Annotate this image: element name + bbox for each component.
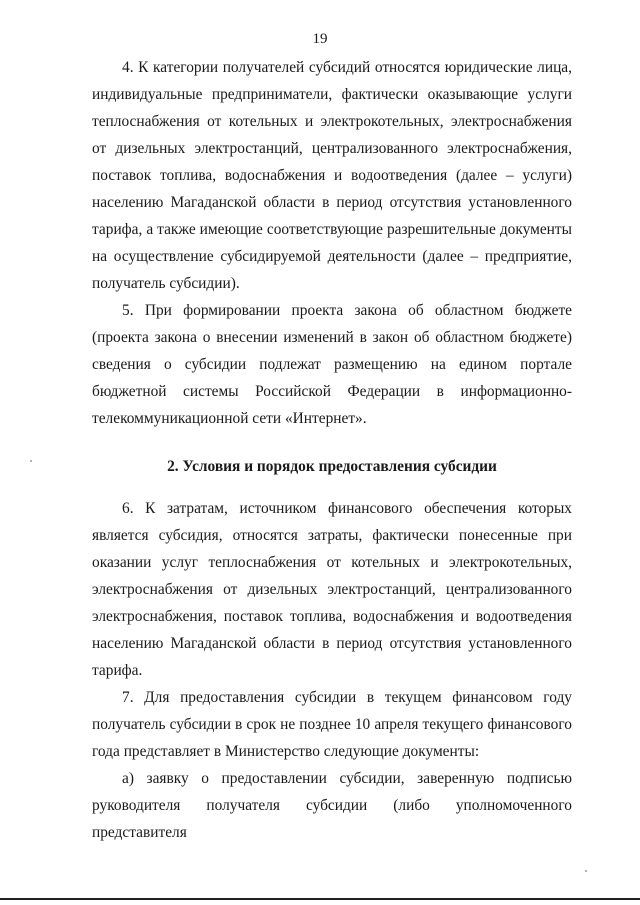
section-heading: 2. Условия и порядок предоставления субсидии bbox=[167, 458, 497, 475]
scan-edge-line bbox=[0, 898, 640, 900]
document-body bbox=[92, 54, 572, 846]
paragraph-7a: а) заявку о предоставлении субсидии, заверенную подписью руководителя получателя субсидии (либо уполномоченного представителя bbox=[92, 770, 572, 841]
paragraph-5: 5. При формировании проекта закона об областном бюджете (проекта закона о внесении изменений в закон об областном бюджете) сведения о субсидии подлежат размещению на едином портале бюджетной системы Российской Федерации в информационно-телекоммуникационной сети «Интернет». bbox=[92, 302, 572, 427]
paragraph-4: 4. К категории получателей субсидий относятся юридические лица, индивидуальные предприниматели, фактически оказывающие услуги теплоснабжения от котельных и электрокотельных, электроснабжения от дизельных электростанций, централизованного электроснабжения, поставок топлива, водоснабжения и водоотведения (далее – услуги) населению Магаданской области в период отсутствия установленного тарифа, а также имеющие соответствующие разрешительные документы на осуществление субсидируемой деятельности (далее – предприятие, получатель субсидии). bbox=[92, 59, 572, 292]
paragraph-7: 7. Для предоставления субсидии в текущем финансовом году получатель субсидии в срок не позднее 10 апреля текущего финансового года представляет в Министерство следующие документы: bbox=[92, 689, 572, 760]
scan-speck bbox=[585, 870, 587, 872]
paragraph-6: 6. К затратам, источником финансового обеспечения которых является субсидия, относятся затраты, фактически понесенные при оказании услуг теплоснабжения от котельных и электрокотельных, электроснабжения от дизельных электростанций, централизованного электроснабжения, поставок топлива, водоснабжения и водоотведения населению Магаданской области в период отсутствия установленного тарифа. bbox=[92, 500, 572, 679]
scan-speck bbox=[30, 460, 32, 462]
page-number: 19 bbox=[312, 31, 328, 47]
